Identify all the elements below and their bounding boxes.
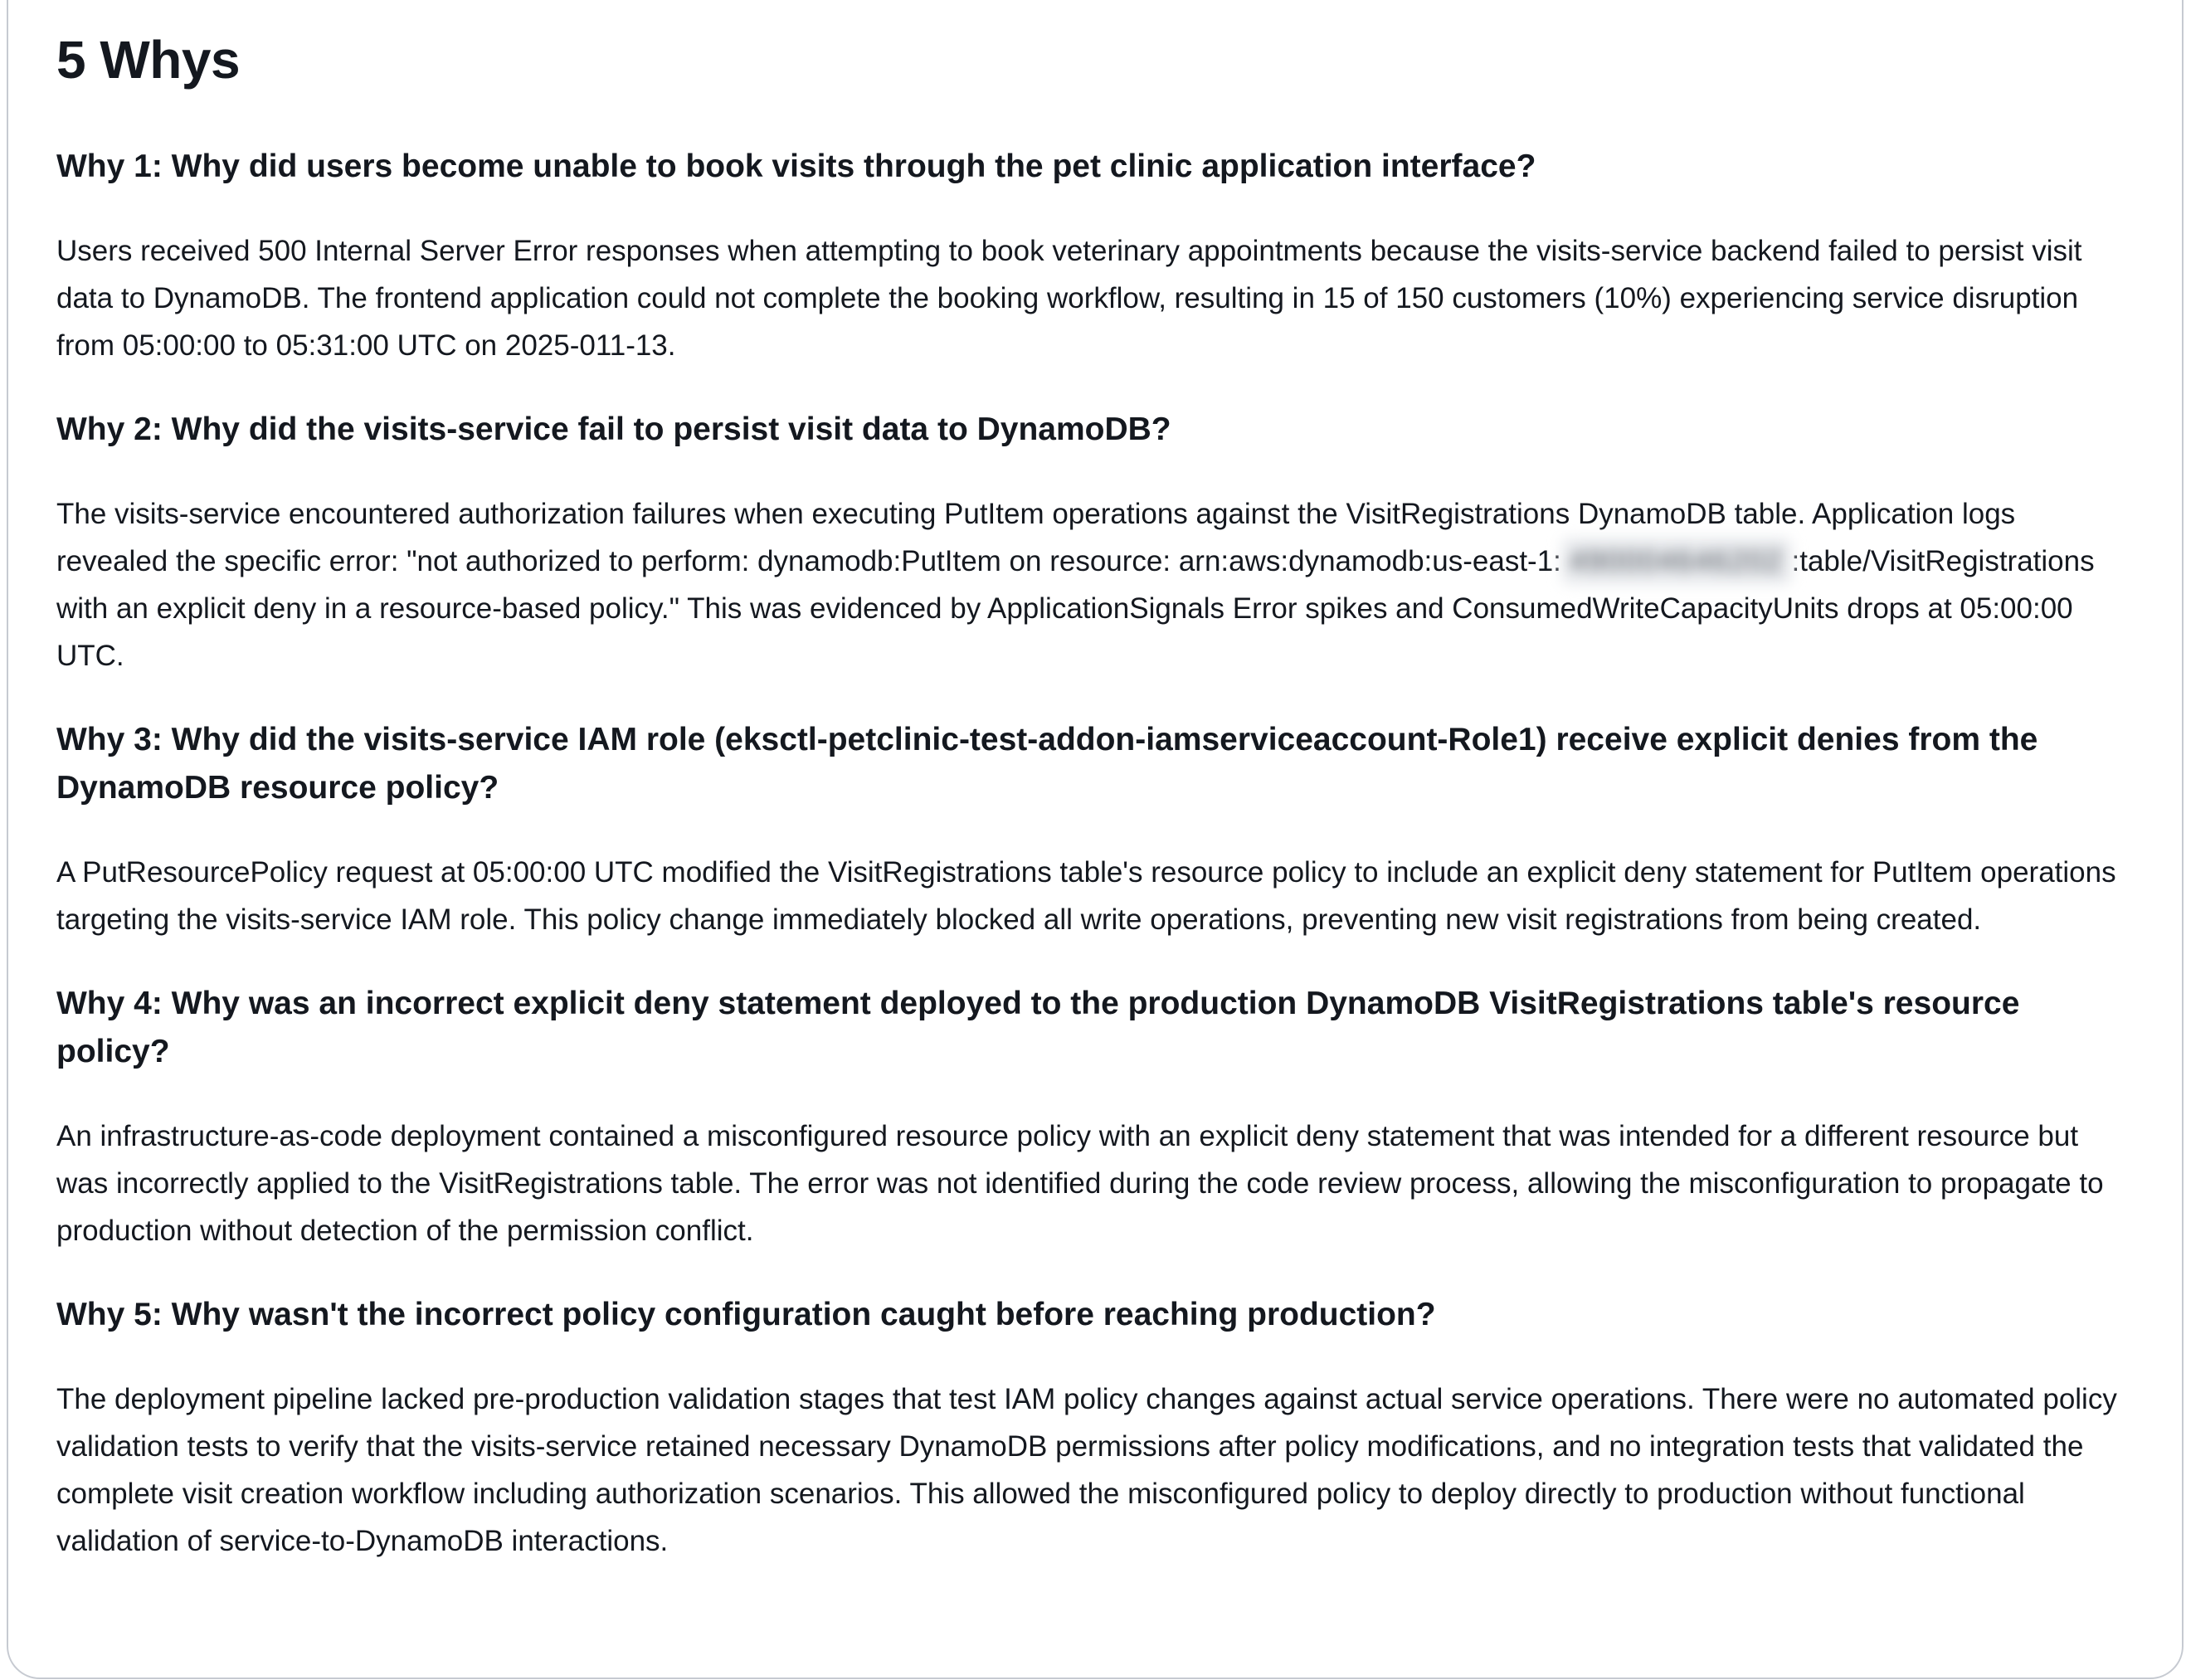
why-4-section: [56, 980, 2134, 1254]
why-4-question: Why 4: Why was an incorrect explicit deny statement deployed to the production DynamoDB VisitRegistrations table's resource policy?: [56, 986, 2020, 1069]
five-whys-content: [8, 0, 2182, 1565]
page-title: 5 Whys: [56, 30, 241, 90]
why-3-section: [56, 716, 2134, 943]
why-5-section: [56, 1291, 2134, 1565]
why-4-answer: An infrastructure-as-code deployment contained a misconfigured resource policy with an explicit deny statement that was intended for a different resource but was incorrectly applied to the VisitRegistrations table. The error was not identified during the code review process, allowing the misconfiguration to propagate to production without detection of the permission conflict.: [56, 1120, 2104, 1247]
why-2-answer: [56, 490, 2134, 679]
why-2-answer-pre: The visits-service encountered authorization failures when executing PutItem operations against the VisitRegistrations DynamoDB table. Application logs revealed the specific error: "not authorized to perform: dynamodb:PutItem on resource: arn:aws:dynamodb:us-east-1:: [56, 498, 2016, 577]
why-1-section: [56, 143, 2134, 369]
why-5-question: Why 5: Why wasn't the incorrect policy configuration caught before reaching production?: [56, 1297, 1436, 1332]
why-3-question: Why 3: Why did the visits-service IAM role (eksctl-petclinic-test-addon-iamserviceaccount-Role1) receive explicit denies from the DynamoDB resource policy?: [56, 722, 2038, 806]
five-whys-card: [7, 0, 2184, 1679]
why-1-question: Why 1: Why did users become unable to book visits through the pet clinic application interface?: [56, 149, 1536, 184]
why-1-answer: Users received 500 Internal Server Error responses when attempting to book veterinary appointments because the visits-service backend failed to persist visit data to DynamoDB. The frontend application could not complete the booking workflow, resulting in 15 of 150 customers (10%) experiencing service disruption from 05:00:00 to 05:31:00 UTC on 2025-011-13.: [56, 235, 2082, 362]
why-2-section: [56, 406, 2134, 679]
why-5-answer: The deployment pipeline lacked pre-production validation stages that test IAM policy changes against actual service operations. There were no automated policy validation tests to verify that the visits-service retained necessary DynamoDB permissions after policy modifications, and no integration tests that validated the complete visit creation workflow including authorization scenarios. This allowed the misconfigured policy to deploy directly to production without functional validation of service-to-DynamoDB interactions.: [56, 1383, 2117, 1557]
redacted-account-id: 490004646202: [1561, 538, 1792, 585]
why-2-answer-post: :table/VisitRegistrations with an explicit deny in a resource-based policy." This was evidenced by ApplicationSignals Error spikes and ConsumedWriteCapacityUnits drops at 05:00:00 UTC.: [56, 545, 2095, 672]
why-2-question: Why 2: Why did the visits-service fail to persist visit data to DynamoDB?: [56, 411, 1171, 447]
why-3-answer: A PutResourcePolicy request at 05:00:00 UTC modified the VisitRegistrations table's resource policy to include an explicit deny statement for PutItem operations targeting the visits-service IAM role. This policy change immediately blocked all write operations, preventing new visit registrations from being created.: [56, 856, 2116, 936]
